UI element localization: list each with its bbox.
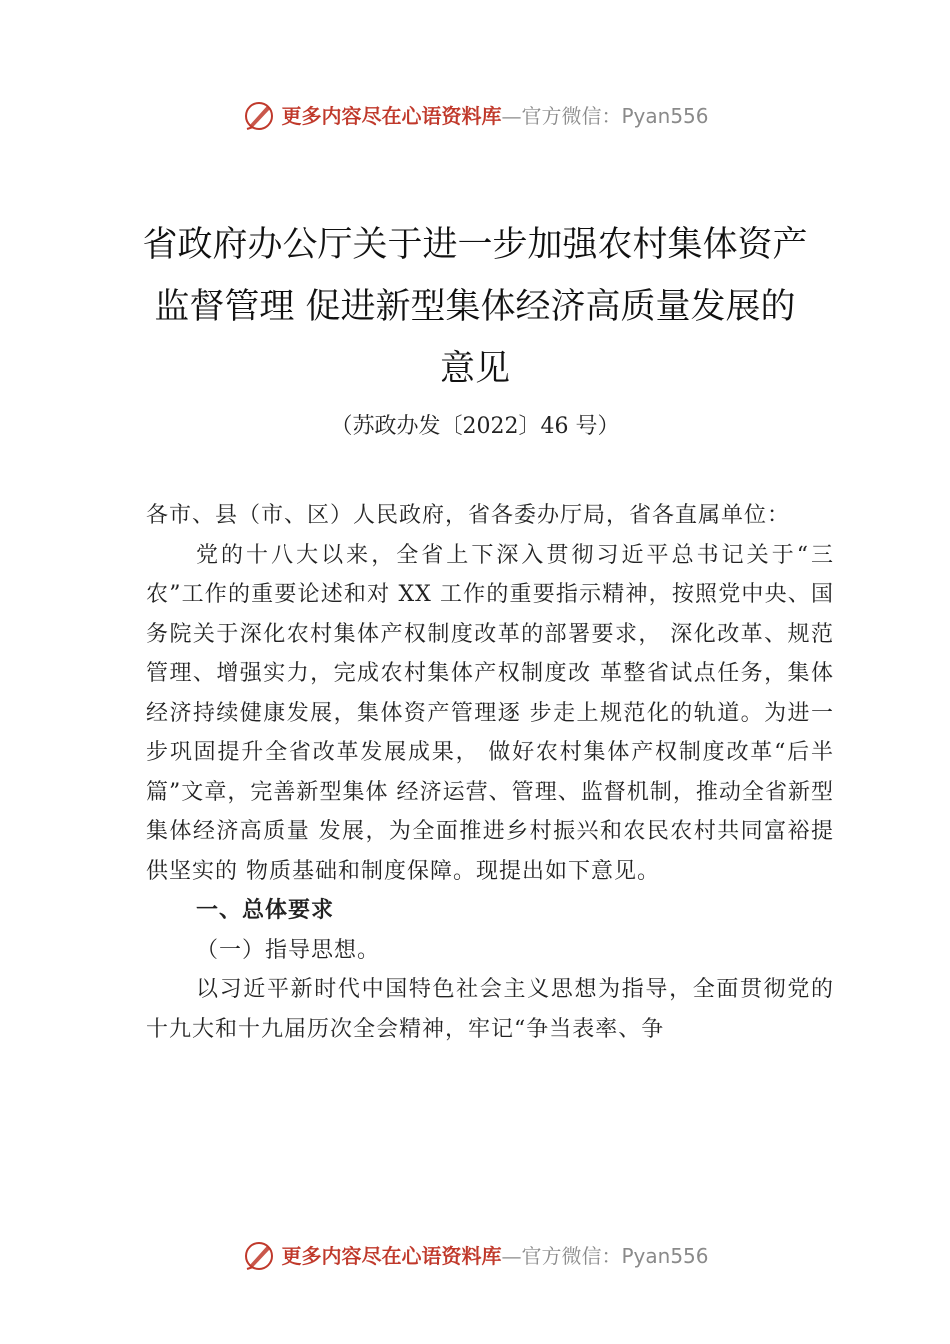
quill-logo-icon: [241, 1238, 277, 1274]
watermark-wechat-label: —官方微信：: [501, 1244, 622, 1268]
watermark-wechat-label: —官方微信：: [501, 104, 622, 128]
watermark-footer: [0, 1238, 950, 1274]
paragraph-guiding-ideology: 以习近平新时代中国特色社会主义思想为指导，全面贯彻党的十九大和十九届历次全会精神，牢记“争当表率、争: [146, 977, 834, 1042]
addressee: 各市、县（市、区）人民政府，省各委办厅局，省各直属单位：: [146, 503, 791, 528]
document-title: 省政府办公厅关于进一步加强农村集体资产监督管理 促进新型集体经济高质量发展的意见: [142, 225, 808, 389]
watermark-header: [0, 98, 950, 134]
section-heading-general-requirements: 一、总体要求: [196, 898, 335, 923]
watermark-wechat-id: Pyan556: [621, 104, 709, 128]
quill-logo-icon: [241, 98, 277, 134]
document-number: （苏政办发〔2022〕46 号）: [330, 414, 620, 439]
watermark-wechat-id: Pyan556: [621, 1244, 709, 1268]
paragraph-intro: 党的十八大以来，全省上下深入贯彻习近平总书记关于“三农”工作的重要论述和对 XX 工作的重要指示精神，按照党中央、国务院关于深化农村集体产权制度改革的部署要求， 深化改革、规范管理、增强实力，完成农村集体产权制度改 革整省试点任务，集体经济持续健康发展，集体资产管理逐 步走上规范化的轨道。为进一步巩固提升全省改革发展成果， 做好农村集体产权制度改革“后半篇”文章，完善新型集体 经济运营、管理、监督机制，推动全省新型集体经济高质量 发展，为全面推进乡村振兴和农民农村共同富裕提供坚实的 物质基础和制度保障。现提出如下意见。: [146, 542, 834, 884]
watermark-library-text: 更多内容尽在心语资料库: [281, 104, 502, 128]
subsection-heading-guiding-ideology: （一）指导思想。: [196, 937, 381, 963]
document-body: [146, 496, 834, 1049]
watermark-library-text: 更多内容尽在心语资料库: [281, 1244, 502, 1268]
